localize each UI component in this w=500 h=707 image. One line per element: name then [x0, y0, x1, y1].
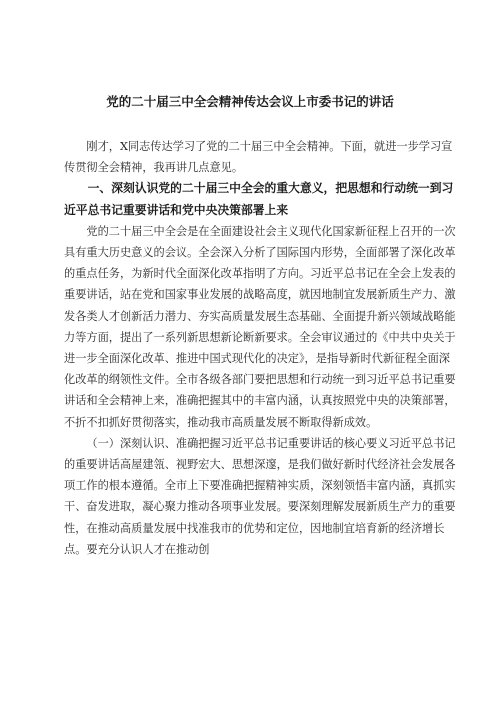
document-title: 党的二十届三中全会精神传达会议上市委书记的讲话 [106, 94, 394, 109]
section-1-paragraph: 党的二十届三中全会是在全面建设社会主义现代化国家新征程上召开的一次具有重大历史意义的会议。全会深入分析了国际国内形势，全面部署了深化改革的重点任务，为新时代全面深化改革指明了方向。习近平总书记在全会上发表的重要讲话，站在党和国家事业发展的战略高度，就因地制宜发展新质生产力、激发各类人才创新活力潜力、夯实高质量发展生态基础、全面提升新兴领域战略能力等方面，提出了一系列新思想新论断新要求。全会审议通过的《中共中央关于进一步全面深化改革、推进中国式现代化的决定》，是指导新时代新征程全面深化改革的纲领性文件。全市各级各部门要把思想和行动统一到习近平总书记重要讲话和全会精神上来，准确把握其中的丰富内涵，认真按照党中央的决策部署，不折不扣抓好贯彻落实，推动我市高质量发展不断取得新成效。 [64, 224, 456, 429]
document-body [64, 136, 460, 560]
section-heading-1: 一、深刻认识党的二十届三中全会的重大意义，把思想和行动统一到习近平总书记重要讲话和党中央决策部署上来 [64, 181, 454, 217]
subsection-1-paragraph: （一）深刻认识、准确把握习近平总书记重要讲话的核心要义习近平总书记的重要讲话高屋建瓴、视野宏大、思想深邃，是我们做好新时代经济社会发展各项工作的根本遵循。全市上下要准确把握精神实质，深刻领悟丰富内涵，真抓实干、奋发进取，凝心聚力推动各项事业发展。要深刻理解发展新质生产力的重要性，在推动高质量发展中找准我市的优势和定位，因地制宜培育新的经济增长点。要充分认识人才在推动创 [64, 436, 456, 556]
intro-paragraph: 刚才，X同志传达学习了党的二十届三中全会精神。下面，就进一步学习宣传贯彻全会精神，我再讲几点意见。 [64, 140, 453, 175]
